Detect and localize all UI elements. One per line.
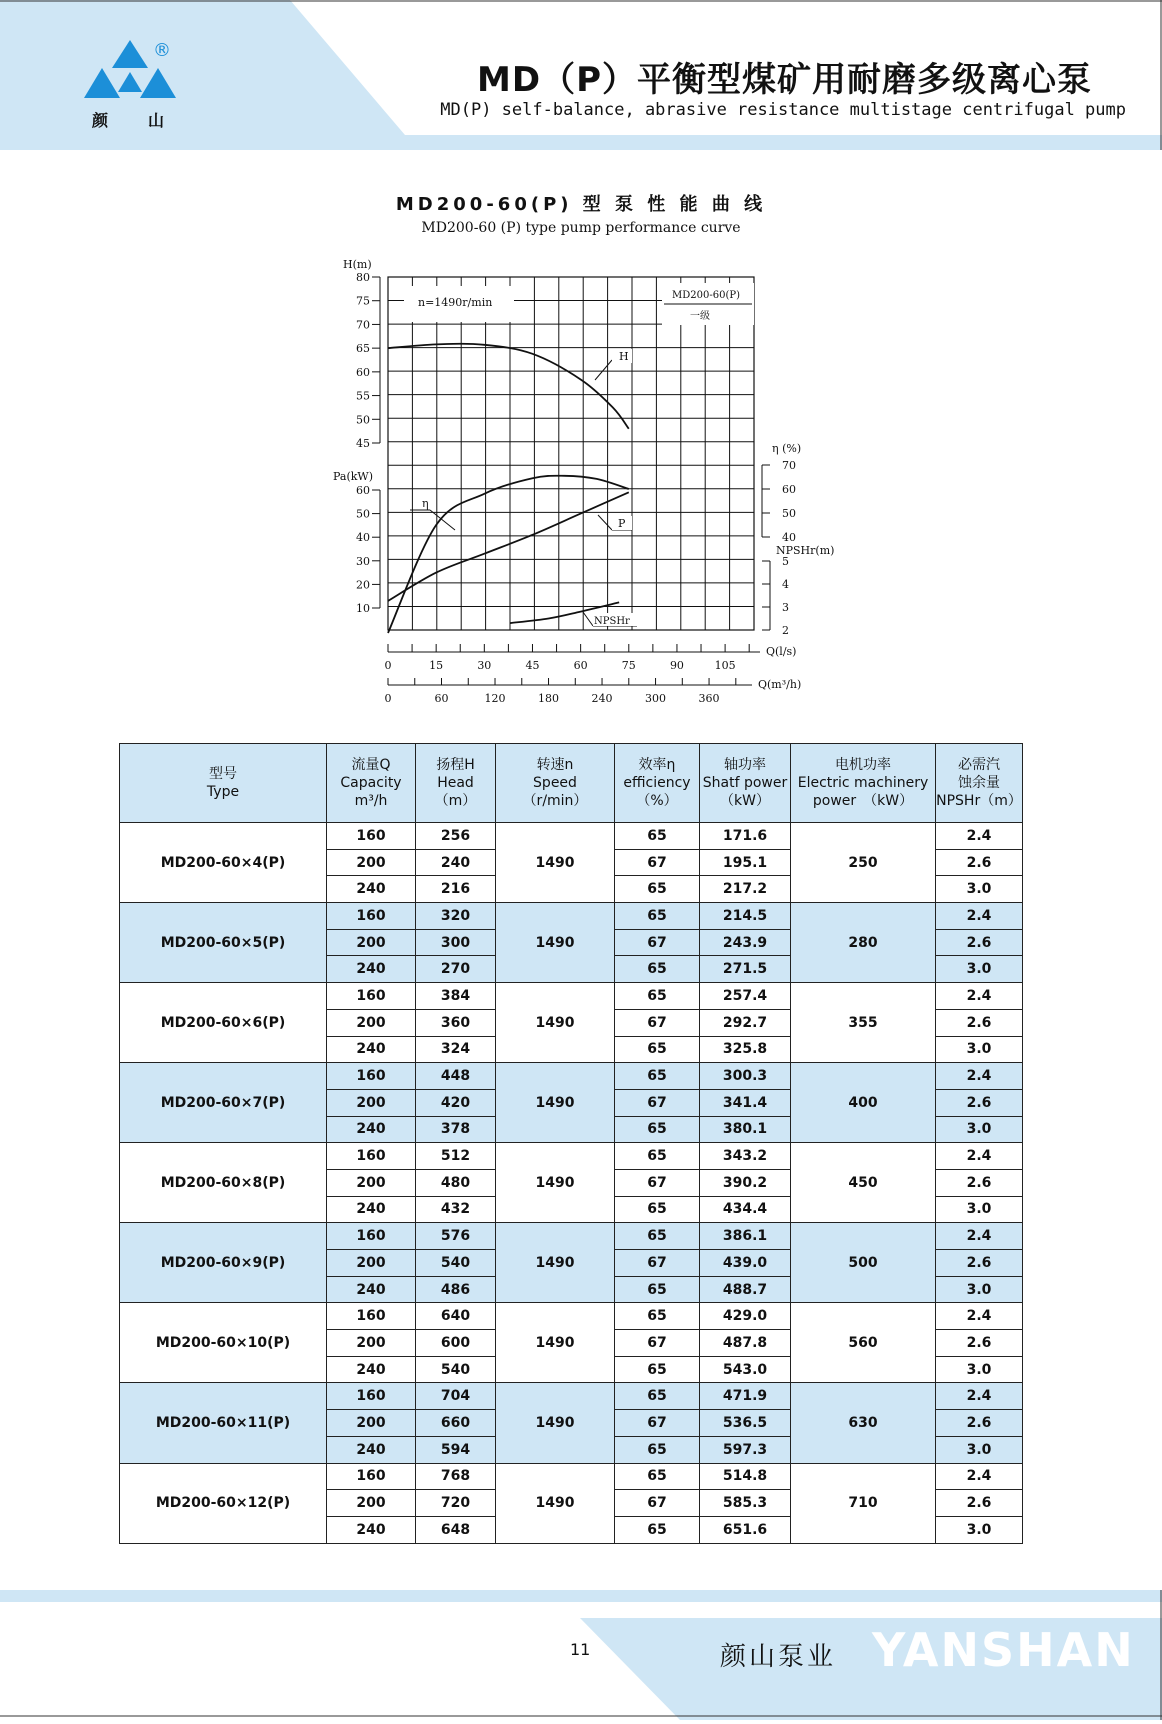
spec-table: [119, 743, 1023, 1544]
cell-npshr: 3.0: [936, 1036, 1023, 1063]
cell-head: 576: [416, 1223, 496, 1250]
cell-head: 320: [416, 903, 496, 930]
cell-efficiency: 67: [615, 1250, 700, 1277]
cell-motor-power: 450: [791, 1143, 936, 1223]
cell-shaft-power: 390.2: [700, 1169, 791, 1196]
model-box-line1: MD200-60(P): [672, 290, 740, 301]
table-row: [120, 983, 1023, 1010]
curve-label-npshr: NPSHr: [594, 616, 630, 627]
footer-brand-en: YANSHAN: [872, 1623, 1135, 1677]
chart-grid: [388, 277, 754, 630]
cell-efficiency: 65: [615, 1303, 700, 1330]
cell-capacity: 200: [327, 1169, 416, 1196]
cell-efficiency: 65: [615, 983, 700, 1010]
cell-shaft-power: 514.8: [700, 1463, 791, 1490]
h-tick-label: 70: [356, 318, 370, 332]
curve-labels: [410, 349, 637, 627]
cell-speed: 1490: [496, 903, 615, 983]
cell-type: MD200-60×12(P): [120, 1463, 327, 1543]
cell-capacity: 240: [327, 1116, 416, 1143]
cell-capacity: 160: [327, 1383, 416, 1410]
page-title: MD（P）平衡型煤矿用耐磨多级离心泵: [477, 60, 1092, 100]
cell-head: 660: [416, 1410, 496, 1437]
cell-shaft-power: 217.2: [700, 876, 791, 903]
cell-capacity: 160: [327, 1223, 416, 1250]
cell-shaft-power: 488.7: [700, 1276, 791, 1303]
cell-shaft-power: 341.4: [700, 1089, 791, 1116]
cell-efficiency: 67: [615, 1089, 700, 1116]
cell-npshr: 2.4: [936, 1063, 1023, 1090]
cell-npshr: 3.0: [936, 1116, 1023, 1143]
q-ls-axis-label: Q(l/s): [766, 645, 797, 658]
col-header-head: 扬程H Head （m）: [416, 744, 496, 823]
cell-speed: 1490: [496, 1223, 615, 1303]
cell-shaft-power: 543.0: [700, 1356, 791, 1383]
cell-capacity: 200: [327, 1089, 416, 1116]
cell-efficiency: 65: [615, 903, 700, 930]
cell-capacity: 160: [327, 903, 416, 930]
cell-type: MD200-60×9(P): [120, 1223, 327, 1303]
cell-type: MD200-60×4(P): [120, 823, 327, 903]
cell-shaft-power: 439.0: [700, 1250, 791, 1277]
page-subtitle: MD(P) self-balance, abrasive resistance multistage centrifugal pump: [440, 100, 1126, 120]
cell-efficiency: 65: [615, 1036, 700, 1063]
p-tick-label: 50: [356, 507, 370, 521]
cell-head: 420: [416, 1089, 496, 1116]
cell-shaft-power: 325.8: [700, 1036, 791, 1063]
cell-shaft-power: 585.3: [700, 1490, 791, 1517]
h-tick-label: 80: [356, 271, 370, 284]
cell-motor-power: 500: [791, 1223, 936, 1303]
cell-npshr: 3.0: [936, 1356, 1023, 1383]
cell-efficiency: 67: [615, 1410, 700, 1437]
table-row: [120, 1463, 1023, 1490]
cell-npshr: 3.0: [936, 876, 1023, 903]
cell-shaft-power: 471.9: [700, 1383, 791, 1410]
cell-type: MD200-60×10(P): [120, 1303, 327, 1383]
cell-head: 378: [416, 1116, 496, 1143]
curve-label-h: H: [619, 350, 629, 363]
col-header-capacity: 流量Q Capacity m³/h: [327, 744, 416, 823]
cell-npshr: 2.6: [936, 1089, 1023, 1116]
cell-head: 216: [416, 876, 496, 903]
cell-head: 324: [416, 1036, 496, 1063]
q-m3h-tick-label: 360: [698, 692, 720, 705]
cell-head: 432: [416, 1196, 496, 1223]
cell-speed: 1490: [496, 1143, 615, 1223]
cell-npshr: 3.0: [936, 1276, 1023, 1303]
cell-motor-power: 400: [791, 1063, 936, 1143]
cell-npshr: 3.0: [936, 1196, 1023, 1223]
cell-capacity: 200: [327, 1009, 416, 1036]
cell-npshr: 2.6: [936, 849, 1023, 876]
cell-motor-power: 250: [791, 823, 936, 903]
cell-speed: 1490: [496, 1463, 615, 1543]
table-row: [120, 1063, 1023, 1090]
cell-head: 384: [416, 983, 496, 1010]
cell-shaft-power: 429.0: [700, 1303, 791, 1330]
cell-efficiency: 65: [615, 823, 700, 850]
q-ls-tick-label: 0: [384, 659, 392, 672]
cell-efficiency: 67: [615, 1009, 700, 1036]
cell-speed: 1490: [496, 823, 615, 903]
cell-shaft-power: 243.9: [700, 929, 791, 956]
cell-capacity: 200: [327, 849, 416, 876]
col-header-shaft-power: 轴功率 Shatf power （kW）: [700, 744, 791, 823]
cell-efficiency: 67: [615, 1490, 700, 1517]
registered-mark: ®: [153, 40, 171, 61]
eta-tick-label: 40: [782, 531, 796, 544]
table-row: [120, 1383, 1023, 1410]
q-ls-tick-label: 75: [621, 659, 636, 672]
h-tick-label: 60: [356, 365, 370, 379]
cell-npshr: 2.4: [936, 823, 1023, 850]
q-m3h-tick-label: 60: [434, 692, 449, 705]
q-m3h-tick-label: 180: [538, 692, 560, 705]
col-header-motor-power: 电机功率 Electric machinery power （kW）: [791, 744, 936, 823]
pa-axis-label: Pa(kW): [333, 470, 374, 483]
cell-capacity: 240: [327, 1276, 416, 1303]
cell-capacity: 240: [327, 956, 416, 983]
plot-frame: [388, 277, 754, 630]
chart-axes: [380, 277, 770, 685]
npshr-tick-label: 2: [782, 624, 789, 637]
cell-shaft-power: 536.5: [700, 1410, 791, 1437]
cell-head: 640: [416, 1303, 496, 1330]
cell-capacity: 160: [327, 983, 416, 1010]
cell-npshr: 2.4: [936, 983, 1023, 1010]
cell-efficiency: 65: [615, 1356, 700, 1383]
cell-capacity: 160: [327, 1063, 416, 1090]
cell-shaft-power: 257.4: [700, 983, 791, 1010]
cell-speed: 1490: [496, 1063, 615, 1143]
cell-capacity: 200: [327, 1490, 416, 1517]
cell-speed: 1490: [496, 983, 615, 1063]
npshr-tick-label: 3: [782, 601, 789, 614]
cell-type: MD200-60×7(P): [120, 1063, 327, 1143]
cell-motor-power: 710: [791, 1463, 936, 1543]
cell-head: 300: [416, 929, 496, 956]
q-ls-tick-label: 105: [714, 659, 736, 672]
cell-head: 540: [416, 1356, 496, 1383]
cell-efficiency: 65: [615, 956, 700, 983]
q-ls-tick-label: 90: [669, 659, 684, 672]
cell-type: MD200-60×6(P): [120, 983, 327, 1063]
npshr-tick-label: 5: [782, 555, 789, 568]
cell-efficiency: 67: [615, 929, 700, 956]
cell-shaft-power: 434.4: [700, 1196, 791, 1223]
curve-label-p: P: [618, 517, 626, 530]
q-m3h-tick-label: 300: [645, 692, 667, 705]
cell-type: MD200-60×8(P): [120, 1143, 327, 1223]
cell-efficiency: 65: [615, 1463, 700, 1490]
cell-npshr: 3.0: [936, 1516, 1023, 1543]
table-row: [120, 1303, 1023, 1330]
cell-efficiency: 67: [615, 1169, 700, 1196]
cell-capacity: 240: [327, 1196, 416, 1223]
cell-head: 768: [416, 1463, 496, 1490]
p-tick-label: 60: [356, 484, 370, 497]
cell-shaft-power: 300.3: [700, 1063, 791, 1090]
cell-efficiency: 65: [615, 1116, 700, 1143]
cell-motor-power: 560: [791, 1303, 936, 1383]
cell-capacity: 200: [327, 1410, 416, 1437]
cell-head: 448: [416, 1063, 496, 1090]
cell-head: 240: [416, 849, 496, 876]
npshr-tick-label: 4: [782, 578, 789, 591]
h-tick-label: 75: [356, 294, 370, 308]
cell-type: MD200-60×11(P): [120, 1383, 327, 1463]
q-m3h-tick-label: 240: [591, 692, 613, 705]
cell-npshr: 2.6: [936, 1490, 1023, 1517]
cell-capacity: 240: [327, 876, 416, 903]
cell-efficiency: 65: [615, 1223, 700, 1250]
q-m3h-tick-label: 120: [484, 692, 506, 705]
cell-speed: 1490: [496, 1383, 615, 1463]
cell-shaft-power: 343.2: [700, 1143, 791, 1170]
model-box-line2: 一级: [690, 311, 710, 322]
cell-head: 648: [416, 1516, 496, 1543]
cell-head: 594: [416, 1436, 496, 1463]
cell-head: 512: [416, 1143, 496, 1170]
cell-efficiency: 67: [615, 1330, 700, 1357]
eta-tick-label: 70: [782, 459, 796, 472]
cell-efficiency: 65: [615, 1383, 700, 1410]
q-m3h-tick-label: 0: [384, 692, 392, 705]
cell-efficiency: 65: [615, 1143, 700, 1170]
cell-capacity: 160: [327, 823, 416, 850]
cell-capacity: 240: [327, 1516, 416, 1543]
cell-efficiency: 65: [615, 1276, 700, 1303]
col-header-type: 型号 Type: [120, 744, 327, 823]
cell-capacity: 240: [327, 1356, 416, 1383]
cell-npshr: 2.4: [936, 1463, 1023, 1490]
cell-npshr: 2.6: [936, 1009, 1023, 1036]
cell-head: 600: [416, 1330, 496, 1357]
logo-char-right: 山: [148, 111, 165, 130]
performance-chart: [0, 0, 1162, 720]
cell-efficiency: 67: [615, 849, 700, 876]
col-header-efficiency: 效率η efficiency （%）: [615, 744, 700, 823]
cell-npshr: 2.6: [936, 1410, 1023, 1437]
speed-note: n=1490r/min: [418, 296, 493, 309]
q-ls-tick-label: 15: [429, 659, 444, 672]
cell-motor-power: 355: [791, 983, 936, 1063]
cell-npshr: 3.0: [936, 1436, 1023, 1463]
cell-shaft-power: 171.6: [700, 823, 791, 850]
cell-shaft-power: 292.7: [700, 1009, 791, 1036]
npshr-axis-label: NPSHr(m): [776, 544, 835, 557]
cell-shaft-power: 651.6: [700, 1516, 791, 1543]
cell-motor-power: 280: [791, 903, 936, 983]
cell-npshr: 2.4: [936, 1143, 1023, 1170]
cell-npshr: 2.6: [936, 1169, 1023, 1196]
table-row: [120, 823, 1023, 850]
cell-shaft-power: 380.1: [700, 1116, 791, 1143]
cell-speed: 1490: [496, 1303, 615, 1383]
cell-head: 256: [416, 823, 496, 850]
h-axis-label: H(m): [343, 258, 372, 271]
h-tick-label: 45: [356, 437, 370, 450]
cell-efficiency: 65: [615, 1516, 700, 1543]
cell-head: 270: [416, 956, 496, 983]
logo-char-left: 颜: [92, 111, 109, 130]
curve-head: [388, 344, 629, 429]
cell-capacity: 240: [327, 1036, 416, 1063]
table-row: [120, 1223, 1023, 1250]
eta-tick-label: 50: [782, 507, 796, 520]
cell-shaft-power: 597.3: [700, 1436, 791, 1463]
p-tick-label: 30: [356, 554, 370, 568]
cell-npshr: 2.4: [936, 1223, 1023, 1250]
h-tick-label: 55: [356, 389, 370, 403]
q-ls-tick-label: 30: [477, 659, 492, 672]
cell-capacity: 160: [327, 1143, 416, 1170]
cell-head: 720: [416, 1490, 496, 1517]
cell-shaft-power: 386.1: [700, 1223, 791, 1250]
cell-shaft-power: 195.1: [700, 849, 791, 876]
cell-shaft-power: 487.8: [700, 1330, 791, 1357]
cell-shaft-power: 271.5: [700, 956, 791, 983]
cell-efficiency: 65: [615, 1063, 700, 1090]
cell-motor-power: 630: [791, 1383, 936, 1463]
cell-npshr: 2.4: [936, 1383, 1023, 1410]
q-ls-tick-label: 45: [525, 659, 540, 672]
cell-capacity: 200: [327, 1330, 416, 1357]
cell-head: 480: [416, 1169, 496, 1196]
col-header-npshr: 必需汽 蚀余量 NPSHr（m）: [936, 744, 1023, 823]
curve-label-eta: η: [422, 497, 429, 510]
h-tick-label: 65: [356, 342, 370, 356]
cell-capacity: 160: [327, 1463, 416, 1490]
cell-head: 540: [416, 1250, 496, 1277]
table-row: [120, 1143, 1023, 1170]
h-tick-label: 50: [356, 413, 370, 427]
cell-npshr: 2.6: [936, 929, 1023, 956]
q-ls-tick-label: 60: [573, 659, 588, 672]
cell-npshr: 2.6: [936, 1250, 1023, 1277]
chart-subtitle: MD200-60 (P) type pump performance curve: [421, 220, 741, 236]
chart-title: MD200-60(P) 型 泵 性 能 曲 线: [395, 194, 767, 215]
footer-brand-zh: 颜山泵业: [720, 1642, 837, 1672]
cell-efficiency: 65: [615, 1436, 700, 1463]
eta-axis-label: η (%): [772, 442, 802, 455]
cell-efficiency: 65: [615, 1196, 700, 1223]
cell-head: 360: [416, 1009, 496, 1036]
cell-shaft-power: 214.5: [700, 903, 791, 930]
p-tick-label: 20: [356, 578, 370, 592]
p-tick-label: 40: [356, 531, 370, 545]
table-header-row: [120, 744, 1023, 823]
cell-npshr: 2.6: [936, 1330, 1023, 1357]
cell-capacity: 160: [327, 1303, 416, 1330]
q-m3h-axis-label: Q(m³/h): [758, 678, 802, 691]
cell-capacity: 240: [327, 1436, 416, 1463]
cell-capacity: 200: [327, 929, 416, 956]
table-row: [120, 903, 1023, 930]
col-header-speed: 转速n Speed （r/min）: [496, 744, 615, 823]
page-number: 11: [570, 1640, 591, 1659]
cell-npshr: 2.4: [936, 903, 1023, 930]
cell-capacity: 200: [327, 1250, 416, 1277]
eta-tick-label: 60: [782, 483, 796, 496]
cell-head: 704: [416, 1383, 496, 1410]
cell-type: MD200-60×5(P): [120, 903, 327, 983]
cell-head: 486: [416, 1276, 496, 1303]
cell-efficiency: 65: [615, 876, 700, 903]
p-tick-label: 10: [356, 602, 370, 615]
cell-npshr: 3.0: [936, 956, 1023, 983]
cell-npshr: 2.4: [936, 1303, 1023, 1330]
